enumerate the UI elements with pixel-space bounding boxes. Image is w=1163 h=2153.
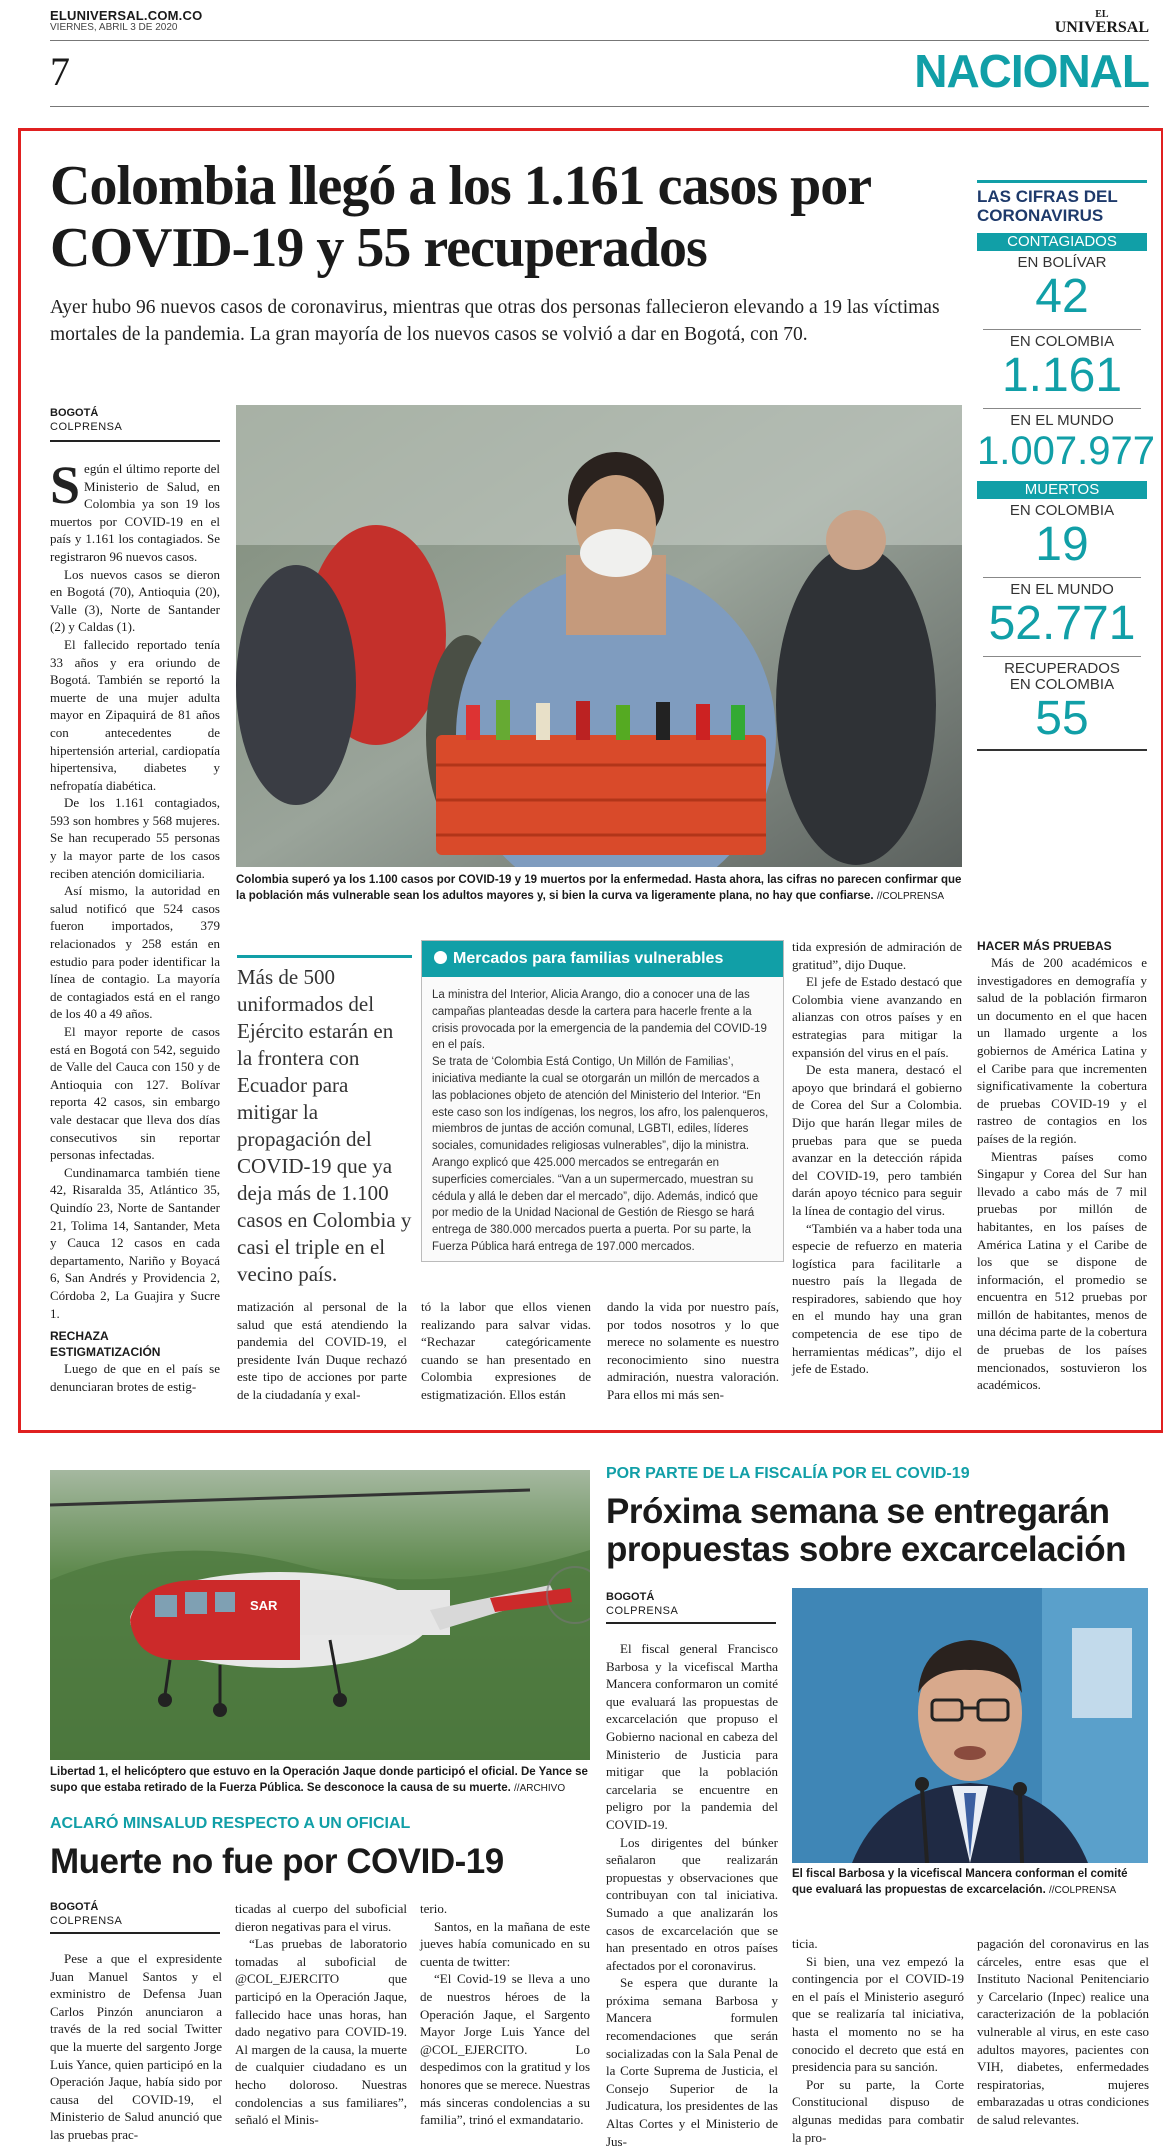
logo-bottom: UNIVERSAL [1054, 19, 1149, 36]
recuperados-value: 55 [1035, 692, 1089, 745]
caption-text: Libertad 1, el helicóptero que estuvo en la Operación Jaque donde participó el oficial. De Yance se supo que estaba retirado de la Fuerza Pública. Se desconoce la causa de su muerte. [50, 1766, 588, 1794]
fiscal-portrait-image [792, 1588, 1148, 1863]
divider [983, 577, 1141, 578]
paragraph: El fallecido reportado tenía 33 años y era oriundo de Bogotá. También se reportó la muerte de una mujer adulta mayor en Zipaquirá de 81 años con antecedentes de hipertensión arterial, cardiopatía hipertensiva, diabetes y nefropatía diabética. [50, 636, 220, 793]
lead-paragraph [50, 455, 220, 566]
byline-place: BOGOTÁ [606, 1591, 655, 1603]
fiscal-caption [792, 1866, 1148, 1899]
street-vendor-image [236, 405, 962, 867]
colombia-label: EN COLOMBIA [1009, 333, 1115, 350]
story3-headline: Próxima semana se entregarán propuestas sobre excarcelación [606, 1492, 1126, 1569]
logo-top: EL [1095, 9, 1109, 20]
main-dek: Ayer hubo 96 nuevos casos de coronavirus, mientras que otras dos personas fallecieron elevando a 19 las víctimas mortales de la pandemia. La gran mayoría de los nuevos casos se volvió a dar en Bogotá, con 70. [50, 297, 940, 345]
colombia-value: 1.161 [1001, 349, 1123, 402]
box-paragraph: La ministra del Interior, Alicia Arango, dio a conocer una de las campañas planteadas desde la cartera para hacerle frente a la crisis provocada por la emergencia de la pandemia del COVID-19 en el país. [432, 989, 767, 1052]
helicopter-image [50, 1470, 590, 1760]
byline-place: BOGOTÁ [50, 1901, 99, 1913]
main-column-4: dando la vida por nuestro país, por todos nosotros y lo que merece no solamente es nuestro reconocimiento sino nuestra admiración, nuestra valoración. Para ellos mi más sen- [607, 1299, 779, 1402]
byline-rule [606, 1622, 776, 1624]
paragraph: Pese a que el expresidente Juan Manuel Santos y el exministro de Defensa Juan Carlos Pinzón anunciaron a través de la red social Twitter que la muerte del sargento Jorge Luis Yance, quien participó en la Operación Jaque, había sido por causa del COVID-19, el Ministerio de Salud anunció que las pruebas prac- [50, 1951, 222, 2142]
byline-agency: COLPRENSA [606, 1605, 679, 1617]
muertos-bar: MUERTOS [977, 481, 1147, 499]
main-photo-caption [236, 872, 962, 905]
paragraph: El jefe de Estado destacó que Colombia viene avanzando en alianzas con otros países y en estrategias para mitigar la expansión del virus en el país. [792, 974, 962, 1060]
paragraph: Así mismo, la autoridad en salud notificó que 524 casos fueron importados, 379 relacionados y 258 están en estudio para poder identificar la línea de contagio. La mayoría de contagiados está en el rango de los 40 a 49 años. [50, 883, 220, 1022]
main-column-5 [792, 938, 962, 1378]
paragraph: El mayor reporte de casos está en Bogotá con 542, seguido de Valle del Cauca con 150 y de Antioquia con 127. Bolívar reporta 42 casos, sin embargo vale destacar que lleva dos días consecutivos sin reportar personas infectadas. [50, 1024, 220, 1163]
byline-rule [50, 1932, 220, 1934]
paragraph: Luego de que en el país se denunciaran brotes de estig- [50, 1361, 220, 1394]
paragraph: terio. [420, 1901, 448, 1916]
paragraph: “El Covid-19 se lleva a uno de nuestros héroes de la Operación Jaque, el Sargento Mayor Jorge Luis Yance del @COL_EJERCITO. Lo despedimos con la gratitud y los honores que se merece. Nuestras más sinceras condolencias a su familia”, trinó el exmandatario. [420, 1971, 591, 2128]
muertos-colombia-value: 19 [1035, 518, 1089, 571]
fiscal-photo [792, 1588, 1148, 1863]
story2-column-1 [50, 1950, 222, 2144]
lead-text: egún el último reporte del Ministerio de Salud, en Colombia ya son 19 los muertos por COVID-19 en el país y 1.161 los contagiados. Se registraron 96 nuevos casos. [50, 461, 220, 564]
sidebar-box [421, 940, 784, 1262]
paragraph: Santos, en la mañana de este jueves había comunicado en su cuenta de twitter: [420, 1918, 590, 1969]
main-headline: Colombia llegó a los 1.161 casos por COVID-19 y 55 recuperados [50, 155, 871, 279]
bolivar-label: EN BOLÍVAR [1017, 254, 1107, 271]
main-column-2: matización al personal de la salud que está atendiendo la pandemia del COVID-19, el presidente Iván Duque rechazó este tipo de acciones por parte de la ciudadanía y exal- [237, 1299, 407, 1402]
caption-credit: //COLPRENSA [1048, 1885, 1117, 1896]
page-number: 7 [50, 49, 70, 94]
paragraph: Se espera que durante la próxima semana Barbosa y Mancera formulen recomendaciones que serán socializadas con la Sala Penal de la Corte Suprema de Justicia, el Consejo Superior de la Judicatura, los presidentes de las Altas Cortes y el Ministerio de Jus- [606, 1975, 778, 2149]
paragraph: Más de 200 académicos e investigadores en demografía y salud de la población firmaron un documento en el que hacen un llamado urgente a los gobiernos de América Latina y el Caribe para que incrementen significativamente la cobertura de pruebas COVID-19 y el rastreo de contagios en los países de la región. [977, 955, 1147, 1146]
story2-byline [50, 1900, 220, 1928]
issue-date: VIERNES, ABRIL 3 DE 2020 [50, 22, 178, 33]
bullet-icon [434, 951, 447, 964]
paragraph: “Las pruebas de laboratorio tomadas al suboficial de @COL_EJERCITO que participó en la Operación Jaque, fallecido hace unas horas, han dado negativo para COVID-19. Al margen de la causa, la muerte de cualquier ciudadano es un hecho doloroso. Nuestras condolencias a sus familiares”, señaló el Minis- [235, 1936, 407, 2128]
subhead: RECHAZA ESTIGMATIZACIÓN [50, 1329, 161, 1360]
helicopter-marking: SAR [250, 1598, 278, 1613]
divider [977, 749, 1147, 751]
story3-column-1 [606, 1640, 778, 2150]
section-rule [50, 106, 1149, 107]
figures-sidebar [977, 180, 1155, 751]
figures-title: LAS CIFRAS DEL CORONAVIRUS [977, 180, 1147, 225]
site-url: ELUNIVERSAL.COM.CO [50, 8, 203, 23]
muertos-mundo-label: EN EL MUNDO [1010, 581, 1114, 598]
drop-cap: S [50, 455, 81, 515]
bolivar-value: 42 [1035, 270, 1089, 323]
box-paragraph: Se trata de ‘Colombia Está Contigo, Un Millón de Familias’, iniciativa mediante la cual se otorgarán un millón de mercados a las poblaciones objeto de atención del Ministerio del Interior. “En este caso son los indígenas, los negros, los afro, los palenqueros, miembros de juntas de acción comunal, LGBTI, ediles, líderes sociales, comunidades religiosas vulnerables”, dijo la ministra. [432, 1056, 769, 1153]
main-byline [50, 406, 220, 434]
mundo-label: EN EL MUNDO [1010, 412, 1114, 429]
main-photo [236, 405, 962, 867]
story3-byline [606, 1590, 776, 1618]
paragraph: Los dirigentes del búnker señalaron que realizarán propuestas y observaciones que contribuyan con tal iniciativa. Sumado a que analizarán los casos de excarcelación que se han presentado en otros países afectados por el coronavirus. [606, 1834, 778, 1973]
story2-kicker: ACLARÓ MINSALUD RESPECTO A UN OFICIAL [50, 1815, 411, 1832]
muertos-colombia-label: EN COLOMBIA [1009, 502, 1115, 519]
newspaper-logo [1055, 8, 1149, 34]
story3-column-3: pagación del coronavirus en las cárceles, entre esas que el Instituto Nacional Penitenciario y Carcelario (Inpec) realice una caracterización de la población vulnerable al virus, en este caso adultos mayores, pacientes con VIH, diabetes, enfermedades respiratorias, mujeres embarazadas u otras condiciones de salud relevantes. [977, 1936, 1149, 2127]
byline-place: BOGOTÁ [50, 407, 99, 419]
paragraph: Por su parte, la Corte Constitucional dispuso de algunas medidas para combatir la pro- [792, 2076, 964, 2145]
story2-headline: Muerte no fue por COVID-19 [50, 1842, 504, 1881]
subhead: HACER MÁS PRUEBAS [977, 939, 1112, 953]
byline-rule [50, 440, 220, 442]
story2-column-2 [235, 1900, 407, 2129]
main-column-6 [977, 938, 1147, 1394]
story3-column-2 [792, 1935, 964, 2146]
story2-column-3 [420, 1900, 590, 2129]
box-title [422, 941, 783, 977]
contagiados-bar: CONTAGIADOS [977, 233, 1147, 251]
recuperados-label: RECUPERADOS EN COLOMBIA [1004, 660, 1120, 693]
main-column-1 [50, 455, 220, 1395]
paragraph: ticadas al cuerpo del suboficial dieron negativas para el virus. [235, 1901, 407, 1934]
paragraph: De los 1.161 contagiados, 593 son hombres y 568 mujeres. Se han recuperado 55 personas y la mayor parte de los casos reciben atención domiciliaria. [50, 795, 220, 881]
caption-credit: //ARCHIVO [514, 1783, 566, 1794]
helicopter-caption [50, 1764, 590, 1797]
pull-quote: Más de 500 uniformados del Ejército estarán en la frontera con Ecuador para mitigar la propagación del COVID-19 que ya deja más de 1.100 casos en Colombia y casi el triple en el vecino país. [237, 955, 412, 1288]
byline-agency: COLPRENSA [50, 1915, 123, 1927]
divider [983, 408, 1141, 409]
divider [983, 329, 1141, 330]
paragraph: Los nuevos casos se dieron en Bogotá (70), Antioquia (20), Valle (3), Norte de Santander (2) y Caldas (1). [50, 566, 220, 635]
header-rule [50, 40, 1149, 41]
caption-credit: //COLPRENSA [876, 891, 945, 902]
paragraph: Mientras países como Singapur y Corea del Sur han llevado a cabo más de 7 mil pruebas por millón de habitantes, en los países de América Latina y el Caribe de los que se dispone de información, el promedio se encuentra en 512 pruebas por millón de habitantes, menos de una décima parte de la cobertura de pruebas de los países mencionados, sostuvieron los académicos. [977, 1148, 1147, 1393]
paragraph: Cundinamarca también tiene 42, Risaralda 35, Atlántico 35, Quindío 23, Norte de Santander 21, Tolima 14, Santander, Meta y Cauca 12 casos en cada departamento, Nariño y Boyacá 6, San Andrés y Providencia 2, Córdoba 2, La Guajira y Sucre 1. [50, 1164, 220, 1321]
divider [983, 656, 1141, 657]
muertos-mundo-value: 52.771 [988, 597, 1136, 650]
caption-text: El fiscal Barbosa y la vicefiscal Mancera conforman el comité que evaluará las propuestas de excarcelación. [792, 1868, 1128, 1896]
box-paragraph: Arango explicó que 425.000 mercados se entregarán en superficies comerciales. “Van a un supermercado, muestran su cédula y allá le deben dar el mercado”, dijo. Además, indicó que por medio de la Unidad Nacional de Gestión de Riesgo se hará entrega de 380.000 mercados puerta a puerta. Por su parte, la Fuerza Pública hará entrega de 197.000 mercados. [432, 1156, 759, 1253]
paragraph: El fiscal general Francisco Barbosa y la vicefiscal Martha Mancera conformaron un comité que evaluará las propuestas de excarcelación que propuso el Gobierno nacional en cabeza del Ministerio de Justicia para mitigar que la población carcelaria se encuentre en peligro por la pandemia del COVID-19. [606, 1641, 778, 1832]
paragraph: “También va a haber toda una especie de refuerzo en materia logística para facilitarle a nuestro país la llegada de respiradores, sabiendo que hoy en el mundo hay una gran competencia de ese tipo de herramientas médicas”, dijo el jefe de Estado. [792, 1220, 962, 1377]
paragraph: tida expresión de admiración de gratitud”, dijo Duque. [792, 939, 962, 972]
helicopter-photo [50, 1470, 590, 1760]
story3-kicker: POR PARTE DE LA FISCALÍA POR EL COVID-19 [606, 1465, 970, 1482]
paragraph: ticia. [792, 1936, 818, 1951]
box-title-text: Mercados para familias vulnerables [453, 950, 724, 967]
mundo-value: 1.007.977 [977, 429, 1155, 473]
main-column-3: tó la labor que ellos vienen realizando para salvar vidas. “Rechazar categóricamente cuando se han presentado en Colombia expresiones de estigmatización. Ellos están [421, 1299, 591, 1402]
paragraph: De esta manera, destacó el apoyo que brindará el gobierno de Corea del Sur a Colombia. Dijo que harán llegar miles de pruebas para que se pueda avanzar en la detección rápida del COVID-19, pero también darán apoyo técnico para seguir la línea de contagio del virus. [792, 1062, 962, 1218]
caption-text: Colombia superó ya los 1.100 casos por COVID-19 y 19 muertos por la enfermedad. Hasta ahora, las cifras no parecen confirmar que la población más vulnerable sean los adultos mayores y, si bien la curva va ligeramente plana, no hay que confiarse. [236, 874, 962, 902]
section-title: NACIONAL [914, 45, 1149, 97]
byline-agency: COLPRENSA [50, 421, 123, 433]
box-body [422, 977, 783, 1266]
paragraph: Si bien, una vez empezó la contingencia por el COVID-19 en el país el Ministerio aseguró que se realizaría tal iniciativa, hasta el momento no se ha conocido el decreto que está en presidencia para su sanción. [792, 1953, 964, 2075]
